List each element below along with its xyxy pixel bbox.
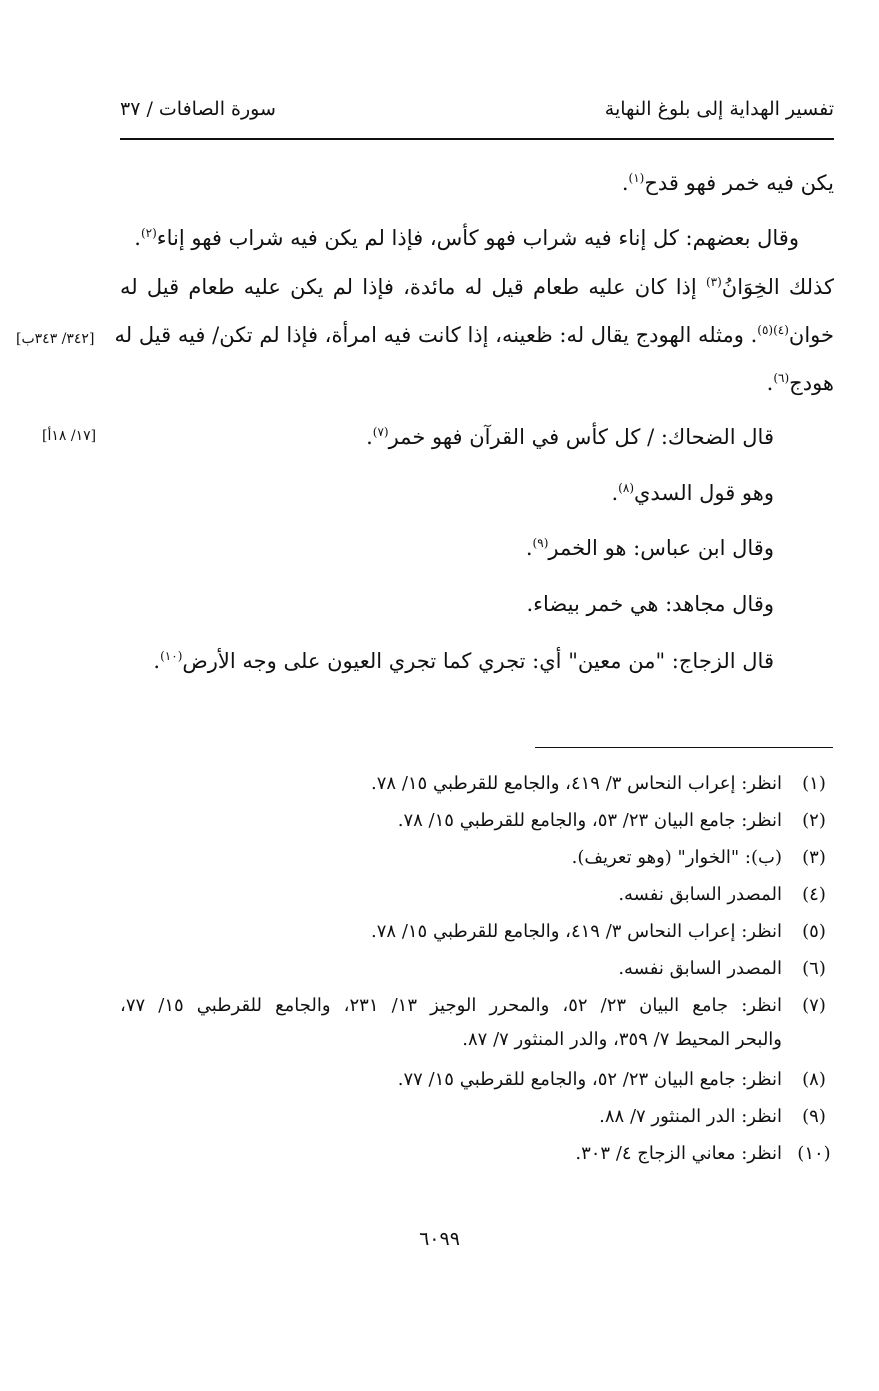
footnote-text: انظر: إعراب النحاس ٣/ ٤١٩، والجامع للقرطبي ١٥/ ٧٨.	[371, 921, 782, 942]
surah-label: سورة الصافات / ٣٧	[120, 98, 276, 120]
text-line-4: خوان$^{(٤)(٥)}$. ومثله الهودج يقال له: ظعينه، إذا كانت فيه امرأة، فإذا لم تكن/ فيه قيل له	[114, 323, 834, 347]
page-number: ٦٠٩٩	[419, 1228, 460, 1250]
main-text	[114, 150, 835, 710]
footnote-text: انظر: إعراب النحاس ٣/ ٤١٩، والجامع للقرطبي ١٥/ ٧٨.	[371, 773, 782, 794]
footnote-marker: (٢)	[140, 226, 157, 240]
text-line-5: هودج$^{(٦)}$.	[766, 371, 834, 395]
text-line-2: وقال بعضهم: كل إناء فيه شراب فهو كأس، فإذا لم يكن فيه شراب فهو إناء$^{(٢)}$.	[134, 226, 799, 250]
footnote-marker: (٩)	[532, 536, 549, 550]
text-line-3: كذلك الخِوَانُ$^{(٣)}$ إذا كان عليه طعام قيل له مائدة، فإذا لم يكن عليه طعام قيل له	[120, 275, 835, 299]
text-line-7: وهو قول السدي$^{(٨)}$.	[611, 481, 774, 505]
footnote-number: (١٠)	[797, 1143, 831, 1164]
footnote-number: (٧)	[802, 995, 826, 1016]
footnote-marker: (١٠)	[160, 649, 183, 663]
footnote-number: (٨)	[802, 1069, 826, 1090]
footnote-marker: (٨)	[618, 481, 634, 495]
footnote	[120, 990, 834, 1060]
footnote-text: انظر: الدر المنثور ٧/ ٨٨.	[599, 1106, 782, 1127]
footnote-separator	[535, 747, 833, 748]
footnote-text: انظر: جامع البيان ٢٣/ ٥٣، والجامع للقرطبي ١٥/ ٧٨.	[397, 810, 782, 831]
footnote-text: المصدر السابق نفسه.	[618, 884, 782, 905]
margin-reference: [٣٤٢/ ٣٤٣ب]	[16, 331, 95, 347]
footnote-text: انظر: جامع البيان ٢٣/ ٥٢، والجامع للقرطبي ١٥/ ٧٧.	[397, 1069, 782, 1090]
footnote-text-continued: والبحر المحيط ٧/ ٣٥٩، والدر المنثور ٧/ ٨٧.	[462, 1029, 782, 1050]
footnote-marker: (٧)	[372, 425, 389, 439]
footnote-number: (٥)	[802, 921, 826, 942]
footnote-marker: (١)	[628, 171, 645, 185]
footnote-number: (٢)	[802, 810, 826, 831]
text-line-6: قال الضحاك: / كل كأس في القرآن فهو خمر$^{(٧)}$.	[366, 425, 774, 449]
footnote-number: (٦)	[802, 958, 826, 979]
footnote-text: انظر: معاني الزجاج ٤/ ٣٠٣.	[575, 1143, 782, 1164]
footnote-marker: (٣)	[705, 275, 722, 289]
text-line-10: قال الزجاج: "من معين" أي: تجري كما تجري العيون على وجه الأرض$^{(١٠)}$.	[153, 649, 774, 673]
text-line-8: وقال ابن عباس: هو الخمر$^{(٩)}$.	[525, 536, 774, 560]
footnote-text: انظر: جامع البيان ٢٣/ ٥٢، والمحرر الوجيز ١٣/ ٢٣١، والجامع للقرطبي ١٥/ ٧٧،	[120, 995, 782, 1016]
text-line-9: وقال مجاهد: هي خمر بيضاء.	[526, 592, 774, 616]
margin-reference: [١٧/ ١٨أ]	[42, 428, 97, 444]
footnote-number: (٣)	[802, 847, 826, 868]
footnote-marker: (٦)	[773, 371, 790, 385]
footnote-marker: (٤)(٥)	[757, 323, 789, 337]
header-rule	[120, 138, 834, 140]
footnote-text: المصدر السابق نفسه.	[618, 958, 782, 979]
footnote-number: (٤)	[802, 884, 826, 905]
book-title: تفسير الهداية إلى بلوغ النهاية	[604, 98, 834, 120]
running-header	[120, 92, 834, 132]
footnote-number: (١)	[802, 773, 826, 794]
footnote-number: (٩)	[802, 1106, 826, 1127]
text-line-1: يكن فيه خمر فهو قدح$^{(١)}$.	[621, 171, 834, 195]
footnote-text: (ب): "الخوار" (وهو تعريف).	[571, 847, 782, 868]
